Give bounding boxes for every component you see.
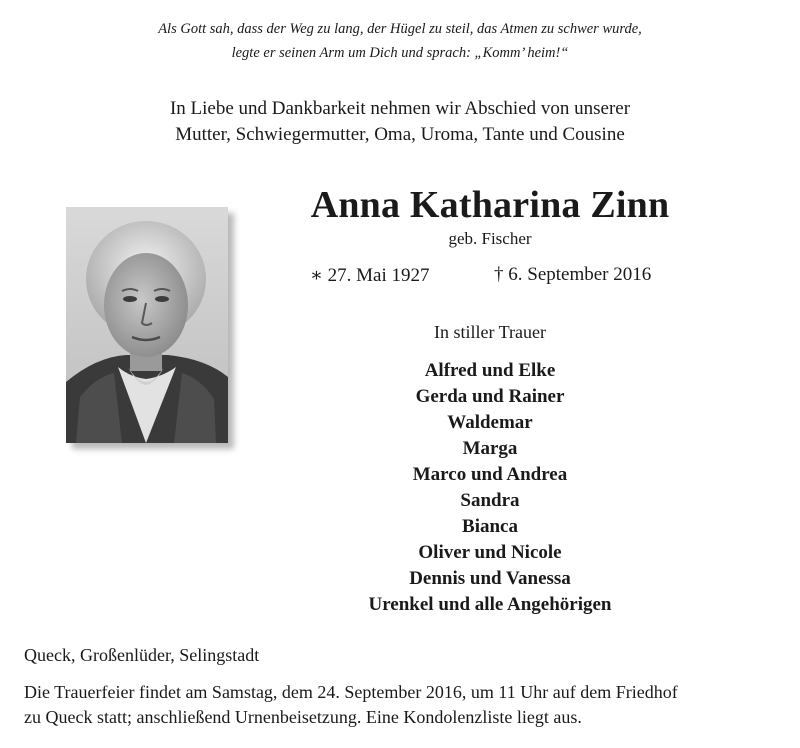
places: Queck, Großenlüder, Selingstadt — [24, 645, 260, 665]
ceremony-line: zu Queck statt; anschließend Urnenbeisetzung. Eine Kondolenzliste liegt aus. — [24, 707, 582, 727]
portrait-photo — [66, 207, 228, 443]
mourner-name: Oliver und Nicole — [418, 542, 562, 563]
deceased-name: Anna Katharina Zinn — [310, 184, 670, 226]
mourner-name: Waldemar — [447, 412, 533, 433]
mourner-name: Gerda und Rainer — [415, 386, 565, 407]
portrait-image — [66, 207, 228, 443]
ceremony-line: Die Trauerfeier findet am Samstag, dem 24. September 2016, um 11 Uhr auf dem Friedhof — [24, 682, 678, 702]
mourner-name: Urenkel und alle Angehörigen — [368, 594, 612, 615]
birth-name: geb. Fischer — [448, 229, 532, 248]
quote-line: Als Gott sah, dass der Weg zu lang, der Hügel zu steil, das Atmen zu schwer wurde, — [158, 21, 642, 37]
mourner-name: Bianca — [462, 516, 518, 537]
mourning-heading: In stiller Trauer — [434, 322, 546, 342]
mourner-name: Sandra — [460, 490, 520, 511]
intro-line: Mutter, Schwiegermutter, Oma, Uroma, Tante und Cousine — [175, 124, 625, 145]
intro-text — [0, 96, 800, 148]
quote-line: legte er seinen Arm um Dich und sprach: „Komm’ heim!“ — [231, 45, 569, 61]
mourner-name: Dennis und Vanessa — [409, 568, 571, 589]
intro-line: In Liebe und Dankbarkeit nehmen wir Abschied von unserer — [169, 98, 631, 119]
birth-date: ∗ 27. Mai 1927 — [310, 265, 430, 286]
death-date: † 6. September 2016 — [494, 264, 652, 285]
mourners-list — [280, 358, 700, 618]
mourner-name: Alfred und Elke — [424, 360, 556, 381]
ceremony-info — [24, 680, 794, 730]
mourner-name: Marga — [462, 438, 518, 459]
mourner-name: Marco und Andrea — [412, 464, 568, 485]
quote — [0, 17, 800, 65]
